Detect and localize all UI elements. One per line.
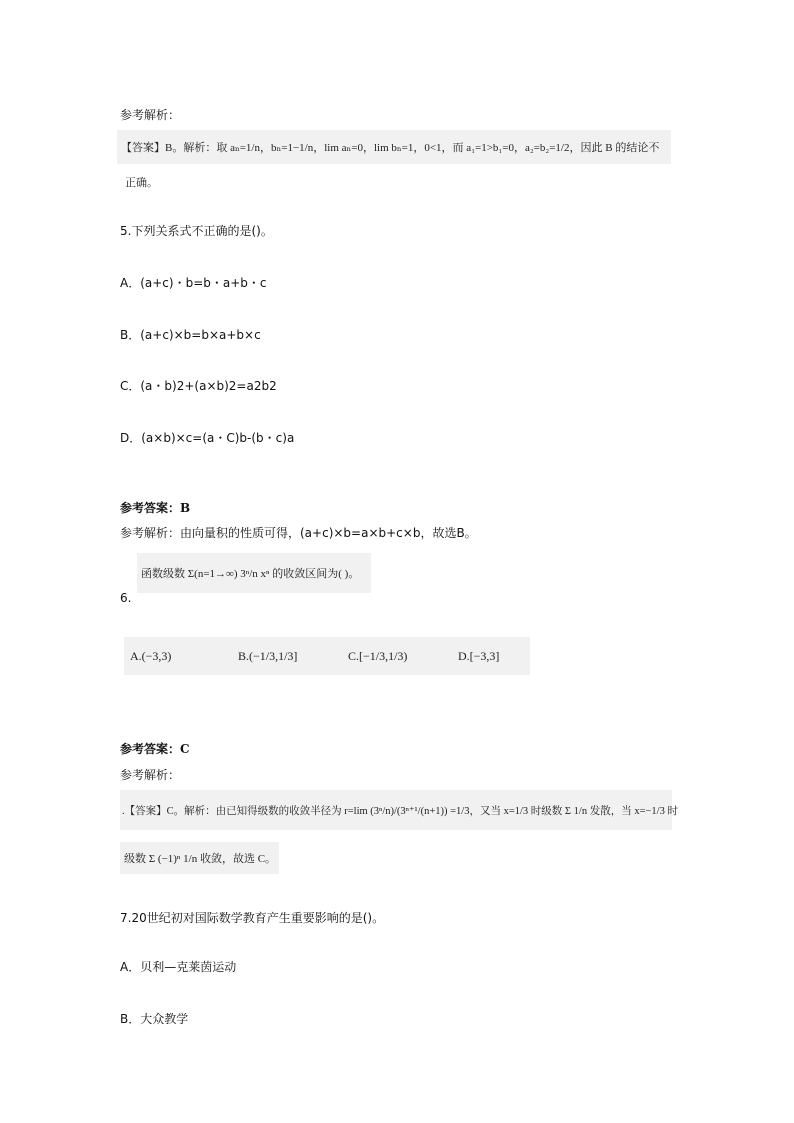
analysis-label-6: 参考解析： (120, 768, 181, 782)
option-d: D.[−3,3] (458, 648, 500, 663)
option-a: A．贝利—克莱茵运动 (120, 960, 237, 974)
option-b: B．大众教学 (120, 1012, 189, 1026)
scanned-analysis-6-image-2 (120, 842, 279, 874)
scan-text: .【答案】C。解析：由已知得级数的收敛半径为 r=lim (3ⁿ/n)/(3ⁿ⁺¹/(n+1)) =1/3，又当 x=1/3 时级数 Σ 1/n 发散，当 x=−1/3 时 (122, 805, 678, 817)
analysis-5: 参考解析：由向量积的性质可得，(a+c)×b=a×b+c×b，故选B。 (120, 526, 477, 540)
scan-text: 级数 Σ (−1)ⁿ 1/n 收敛，故选 C。 (124, 853, 277, 865)
scan-text: 正确。 (125, 177, 158, 189)
scan-text: 函数级数 Σ(n=1→∞) 3ⁿ/n xⁿ 的收敛区间为( )。 (141, 568, 360, 580)
answer-6: 参考答案：C (120, 742, 190, 756)
option-b: B.(−1/3,1/3] (238, 648, 298, 663)
answer-5: 参考答案：B (120, 501, 191, 515)
question-7: 7.20世纪初对国际数学教育产生重要影响的是()。 (120, 911, 385, 925)
scanned-analysis-image (117, 130, 671, 164)
option-c: C．(a・b)2+(a×b)2=a2b2 (120, 379, 277, 393)
scan-text: 【答案】B。解析：取 aₙ=1/n，bₙ=1−1/n，lim aₙ=0，lim bₙ=1，0<1，而 a₁=1>b₁=0，a₂=b₂=1/2，因此 B 的结论不 (121, 142, 660, 154)
question-6-options-image (124, 637, 530, 675)
option-a: A．(a+c)・b=b・a+b・c (120, 276, 267, 290)
option-b: B．(a+c)×b=b×a+b×c (120, 328, 261, 342)
question-6-number: 6. (120, 591, 132, 605)
option-c: C.[−1/3,1/3) (348, 648, 408, 663)
question-5: 5.下列关系式不正确的是()。 (120, 224, 273, 238)
option-a: A.(−3,3) (130, 648, 172, 663)
scanned-analysis-image-2 (117, 170, 185, 194)
analysis-label: 参考解析： (120, 108, 181, 122)
scanned-analysis-6-image (120, 790, 678, 830)
option-d: D．(a×b)×c=(a・C)b-(b・c)a (120, 431, 295, 445)
question-6-image (137, 553, 371, 593)
